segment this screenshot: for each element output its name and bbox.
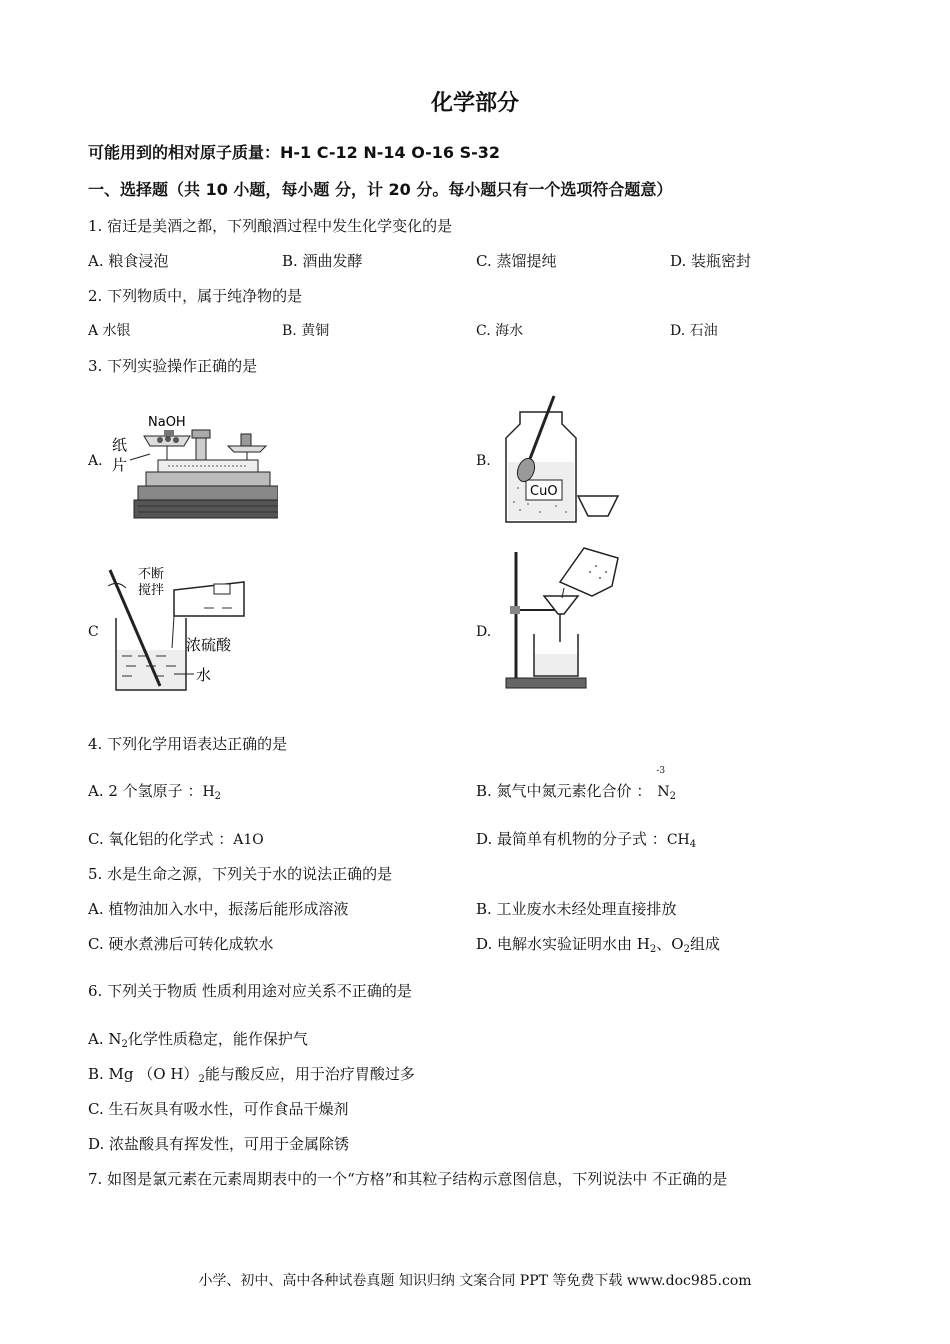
section-heading: 一、选择题（共 10 小题，每小题 分，计 20 分。每小题只有一个选项符合题意） xyxy=(88,180,673,199)
q5-option-b: B. 工业废水未经处理直接排放 xyxy=(476,900,677,918)
stir-label-1: 不断 xyxy=(138,567,165,582)
q4-option-c: C. 氧化铝的化学式 ：A1O xyxy=(88,830,264,848)
q1-option-b: B. 酒曲发酵 xyxy=(282,252,363,270)
question-5-stem: 5. 水是生命之源，下列关于水的说法正确的是 xyxy=(88,865,393,883)
question-6-stem: 6. 下列关于物质 性质利用途对应关系不正确的是 xyxy=(88,982,412,1000)
q5-option-d: D. 电解水实验证明水由 $H_2$、$O_2$组成 xyxy=(476,935,720,955)
q5-option-c: C. 硬水煮沸后可转化成软水 xyxy=(88,935,274,953)
q6-option-a: A. $N_2$化学性质稳定，能作保护气 xyxy=(88,1030,308,1050)
q1-option-a: A. 粮食浸泡 xyxy=(88,252,169,270)
q4-option-b: B. 氮气中氮元素化合价 ： -3 $N_2$ xyxy=(476,766,676,802)
dilution-figure xyxy=(104,562,254,694)
page-title: 化学部分 xyxy=(430,91,519,116)
q6-option-b: B. Mg （O $H)_2$能与酸反应，用于治疗胃酸过多 xyxy=(88,1065,415,1085)
acid-label: 浓硫酸 xyxy=(186,636,232,654)
q1-option-d: D. 装瓶密封 xyxy=(670,252,752,270)
q6-option-d: D. 浓盐酸具有挥发性，可用于金属除锈 xyxy=(88,1135,350,1153)
atomic-mass-line: 可能用到的相对原子质量：H-1 C-12 N-14 O-16 S-32 xyxy=(88,143,500,162)
naoh-label: NaOH xyxy=(148,415,186,430)
valence-formula: -3 $N_2$ xyxy=(656,766,676,802)
filtration-figure xyxy=(500,542,630,692)
paper-label-2: 片 xyxy=(112,456,128,474)
q2-option-b: B. 黄铜 xyxy=(282,323,330,339)
page-footer: 小学、初中、高中各种试卷真题 知识归纳 文案合同 PPT 等免费下载 www.doc985.com xyxy=(198,1273,752,1289)
question-2-stem: 2. 下列物质中，属于纯净物的是 xyxy=(88,287,303,305)
cuo-label: CuO xyxy=(530,484,558,499)
q3-option-a-label: A. xyxy=(88,453,103,469)
question-7-stem: 7. 如图是氯元素在元素周期表中的一个“方格”和其粒子结构示意图信息，下列说法中 不正确的是 xyxy=(88,1170,728,1188)
q2-option-c: C. 海水 xyxy=(476,323,524,339)
q1-option-c: C. 蒸馏提纯 xyxy=(476,252,557,270)
balance-figure xyxy=(108,410,278,525)
question-1-stem: 1. 宿迁是美酒之都，下列酿酒过程中发生化学变化的是 xyxy=(88,217,453,235)
question-4-stem: 4. 下列化学用语表达正确的是 xyxy=(88,735,288,753)
question-3-stem: 3. 下列实验操作正确的是 xyxy=(88,357,258,375)
q3-option-d-label: D. xyxy=(476,624,492,640)
q4-option-a: A. 2 个氢原子 ：$H_2$ xyxy=(88,782,222,802)
q3-option-b-label: B. xyxy=(476,453,491,469)
q3-option-c-label: C xyxy=(88,624,99,640)
q2-option-d: D. 石油 xyxy=(670,323,718,339)
paper-label-1: 纸 xyxy=(112,436,128,454)
q5-option-a: A. 植物油加入水中，振荡后能形成溶液 xyxy=(88,900,349,918)
q6-option-c: C. 生石灰具有吸水性，可作食品干燥剂 xyxy=(88,1100,349,1118)
water-label: 水 xyxy=(196,666,212,684)
q4-option-d: D. 最简单有机物的分子式 ：$CH_4$ xyxy=(476,830,697,850)
cuo-bottle-figure xyxy=(500,392,625,524)
q2-option-a: A 水银 xyxy=(88,323,131,339)
stir-label-2: 搅拌 xyxy=(138,583,165,598)
